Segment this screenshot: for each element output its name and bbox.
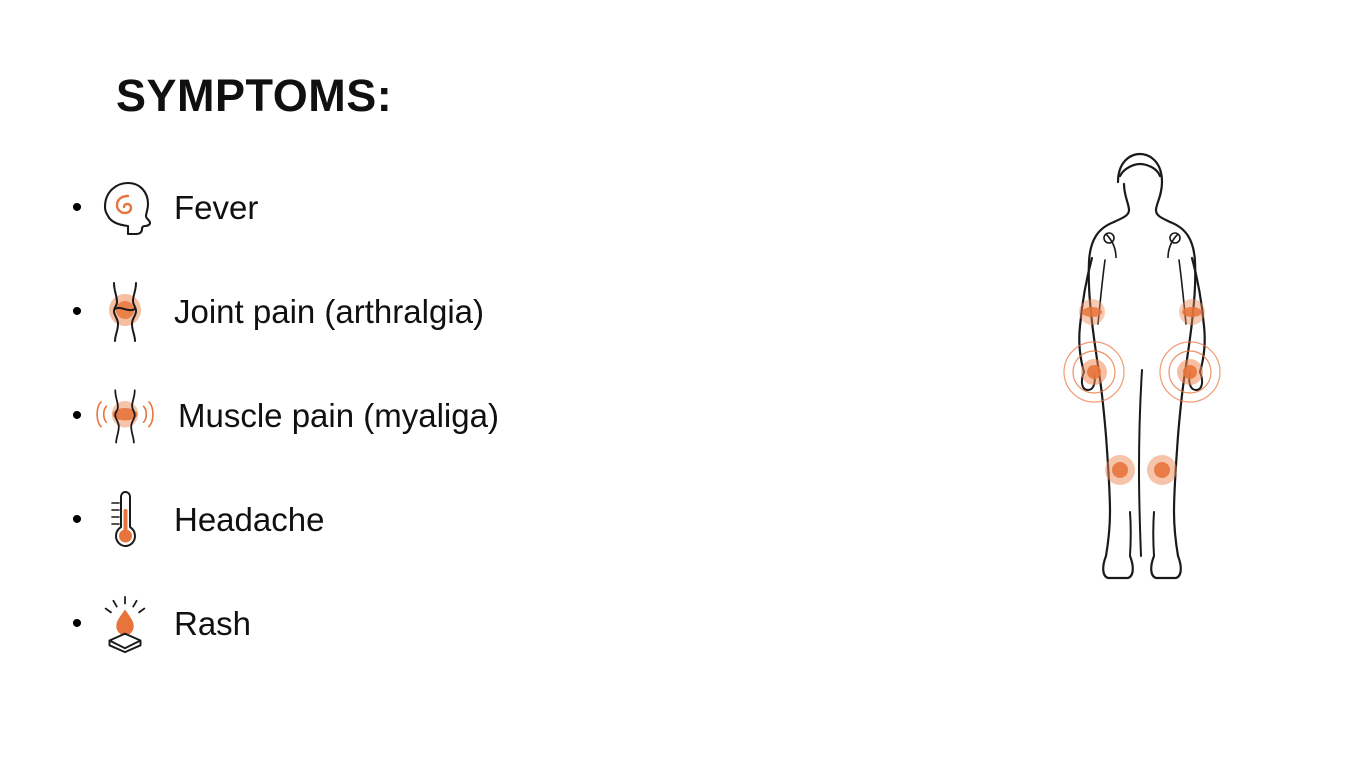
list-bullet: •	[71, 191, 83, 224]
pain-point-left-elbow	[1079, 299, 1105, 325]
symptom-list	[60, 156, 740, 676]
pain-point-left-hip	[1064, 342, 1124, 402]
page-title: SYMPTOMS:	[116, 70, 393, 121]
pain-point-right-elbow	[1179, 299, 1205, 325]
head-fever-icon	[94, 173, 156, 243]
list-item	[60, 468, 740, 572]
list-bullet: •	[71, 607, 83, 640]
human-body-pain-points-illustration	[1010, 140, 1270, 640]
symptoms-panel	[60, 70, 740, 676]
list-item	[60, 572, 740, 676]
list-bullet: •	[71, 295, 83, 328]
list-item	[60, 364, 740, 468]
thermometer-icon	[94, 485, 156, 555]
symptom-label: Muscle pain (myaliga)	[178, 397, 499, 434]
rash-drop-icon	[94, 589, 156, 659]
symptom-label: Rash	[174, 605, 252, 642]
muscle-pain-icon	[94, 381, 156, 451]
pain-point-right-knee	[1147, 455, 1177, 485]
symptom-label: Headache	[174, 501, 325, 538]
pain-point-right-hip	[1160, 342, 1220, 402]
joint-pain-icon	[94, 277, 156, 347]
list-item	[60, 156, 740, 260]
list-bullet: •	[71, 503, 83, 536]
symptom-label: Joint pain (arthralgia)	[174, 293, 484, 330]
symptom-label: Fever	[174, 189, 259, 226]
list-bullet: •	[71, 399, 83, 432]
pain-point-left-knee	[1105, 455, 1135, 485]
list-item	[60, 260, 740, 364]
